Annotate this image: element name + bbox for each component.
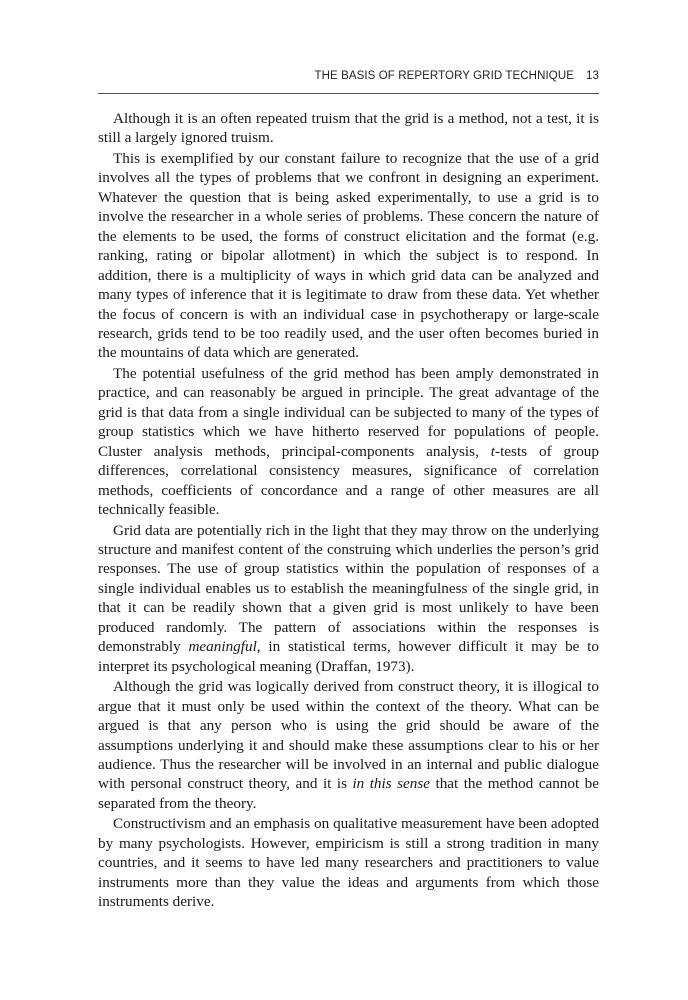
- paragraph-5: [98, 677, 599, 813]
- paragraph-4-text-a: Grid data are potentially rich in the light that they may throw on the underlying structure and manifest content of the construing which underlies the person’s grid responses. The use of group statistics within the population of responses of a single individual enables us to establish the meaningfulness of the single grid, in that it can be readily shown that a given grid is most unlikely to have been produced randomly. The pattern of associations within the responses is demonstrably: [98, 521, 599, 656]
- running-head-title: THE BASIS OF REPERTORY GRID TECHNIQUE: [314, 70, 574, 82]
- paragraph-5-text-c: that the method cannot be separated from the theory.: [98, 775, 600, 812]
- header-rule: [98, 93, 599, 94]
- page-number: 13: [586, 70, 599, 82]
- paragraph-4-emphasis: meaningful: [188, 638, 257, 656]
- paragraph-3-emphasis: t: [490, 442, 496, 460]
- body-text: [98, 109, 599, 912]
- paragraph-6: Constructivism and an emphasis on qualitative measurement have been adopted by many psychologists. However, empiricism is still a strong tradition in many countries, and it seems to have led many researchers and practitioners to value instruments more than they value the ideas and arguments from which those instruments derive.: [98, 815, 599, 911]
- paragraph-3-text-c: -tests of group differences, correlational consistency measures, significance of correlation methods, coefficients of concordance and a range of other measures are all technically feasible.: [98, 442, 599, 519]
- paragraph-5-text-a: Although the grid was logically derived from construct theory, it is illogical to argue that it must only be used within the context of the theory. What can be argued is that any person who is using the grid should be aware of the assumptions underlying it and should make these assumptions clear to his or her audience. Thus the researcher will be involved in an internal and public dialogue with personal construct theory, and it is: [98, 678, 599, 793]
- paragraph-4: [98, 521, 599, 677]
- paragraph-1: Although it is an often repeated truism that the grid is a method, not a test, it is still a largely ignored truism.: [98, 110, 599, 147]
- running-head: [98, 70, 599, 82]
- paragraph-5-emphasis: in this sense: [352, 775, 431, 793]
- paragraph-2: This is exemplified by our constant failure to recognize that the use of a grid involves all the types of problems that we confront in designing an experiment. Whatever the question that is being asked experimentally, to use a grid is to involve the researcher in a whole series of problems. These concern the nature of the elements to be used, the forms of construct elicitation and the format (e.g. ranking, rating or bipolar allotment) in which the subject is to respond. In addition, there is a multiplicity of ways in which grid data can be analyzed and many types of inference that it is legitimate to draw from these data. Yet whether the focus of concern is with an individual case in psychotherapy or large-scale research, grids tend to be too readily used, and the user often becomes buried in the mountains of data which are generated.: [98, 149, 599, 362]
- paragraph-4-text-c: , in statistical terms, however difficult it may be to interpret its psychological meaning (Draffan, 1973).: [98, 638, 599, 675]
- paragraph-3: [98, 364, 599, 520]
- paragraph-3-text-a: The potential usefulness of the grid method has been amply demonstrated in practice, and can reasonably be argued in principle. The great advantage of the grid is that data from a single individual can be subjected to many of the types of group statistics which we have hitherto reserved for populations of people. Cluster analysis methods, principal-components analysis,: [98, 364, 599, 460]
